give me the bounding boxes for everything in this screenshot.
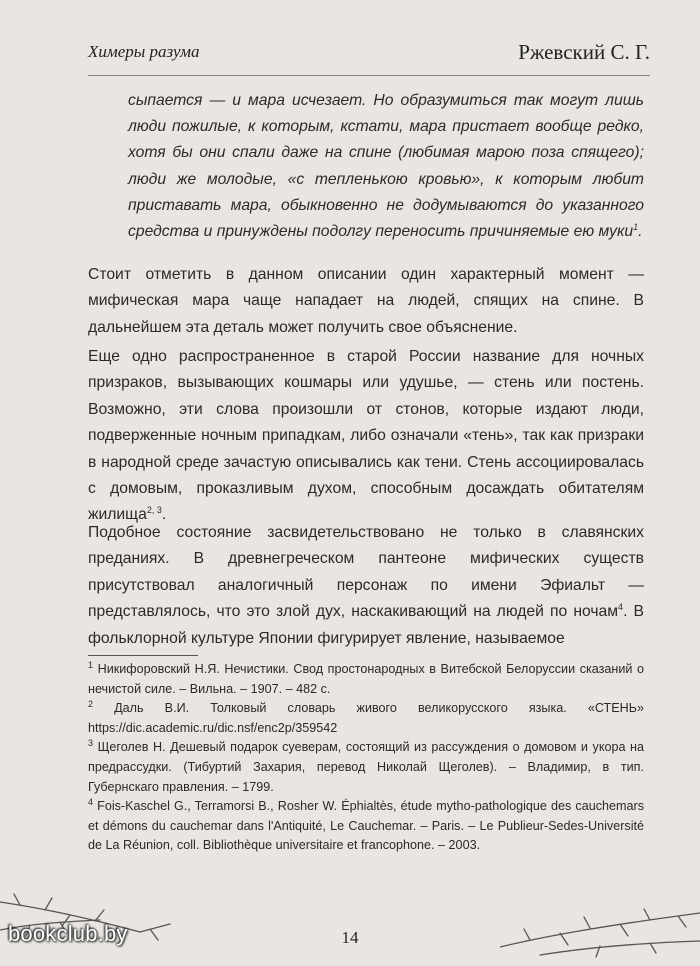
footnote-rule xyxy=(88,655,198,656)
paragraph-2: Еще одно распространенное в старой России название для ночных призраков, вызывающих кошмары или удушье, — стень или постень. Возможно, эти слова произошли от стонов, которые издают люди, подверженные ночным припадкам, либо означали «тень», так как призраки в народной среде зачастую описывались как тени. Стень ассоциировалась с домовым, проказливым духом, способным досаждать обитателям жилища$^{2, 3}$. xyxy=(88,348,644,524)
paragraph-2-text: Еще одно распространенное в старой России название для ночных призраков, вызывающих кошмары или удушье, — стень или постень. Возможно, эти слова произошли от стонов, которые издают люди, подверженные ночным припадкам, либо означали «тень», так как призраки в народной среде зачастую описывались как тени. Стень ассоциировалась с домовым, проказливым духом, способным досаждать обитателям жилища xyxy=(88,348,644,524)
footnote-4 xyxy=(88,797,644,856)
footnote-text: Никифоровский Н.Я. Нечистики. Свод простонародных в Витебской Белоруссии сказаний о нечистой силе. – Вильна. – 1907. – 482 с. xyxy=(88,662,645,696)
running-header-author: Ржевский С. Г. xyxy=(518,40,650,64)
footnote-number: 2 xyxy=(88,699,94,709)
footnote-text: Даль В.И. Толковый словарь живого великорусского языка. «СТЕНЬ» https://dic.academic.ru/dic.nsf/enc2p/359542 xyxy=(88,701,644,735)
paragraph-3-tail: . В фольклорной культуре Японии фигурирует явление, называемое xyxy=(88,603,644,647)
running-header-title: Химеры разума xyxy=(88,42,200,61)
footnote-ref-2-3: 2, 3 xyxy=(146,505,162,516)
footnotes xyxy=(88,660,644,856)
page-number: 14 xyxy=(341,928,359,947)
paragraph-1-text: Стоит отметить в данном описании один характерный момент — мифическая мара чаще нападает на людей, спящих на спине. В дальнейшем эта деталь может получить свое объяснение. xyxy=(88,266,644,336)
footnote-2 xyxy=(88,699,644,738)
footnote-text: Щеголев Н. Дешевый подарок суеверам, состоящий из рассуждения о домовом и укора на предрассудки. (Тибуртий Захария, перевод Николай Щеголев). – Владимир, в тип. Губернскаго правления. – 1799. xyxy=(88,740,644,794)
paragraph-3-text: Подобное состояние засвидетельствовано не только в славянских преданиях. В древнегреческом пантеоне мифических существ присутствовал аналогичный персонаж по имени Эфиальт — представлялось, что это злой дух, наскакивающий на людей по ночам xyxy=(88,524,644,621)
footnote-3 xyxy=(88,738,644,797)
watermark-logo: bookclub.by xyxy=(8,921,128,946)
header-rule xyxy=(88,75,650,76)
quoted-passage: сыпается — и мара исчезает. Но образумиться так могут лишь люди пожилые, к которым, кстати, мара пристает вообще редко, хотя бы они спали даже на спине (любимая марою поза спящего); люди же молодые, «с тепленькою кровью», к которым любит приставать мара, обыкновенно не додумываются до указанного средства и принуждены подолгу переносить причиняемые ею муки$^1$. xyxy=(128,92,644,241)
paragraph-1 xyxy=(88,262,644,341)
footnote-text: Fois-Kaschel G., Terramorsi B., Rosher W. Éphialtès, étude mytho-pathologique des cauchemars et démons du cauchemar dans l'Antiquité, Le Cauchemar. – Paris. – Le Publieur-Sedes-Université de La Réunion, coll. Bibliothèque universitaire et francophone. – 2003. xyxy=(88,799,644,853)
footnote-ref-1: 1 xyxy=(633,221,639,232)
paragraph-3 xyxy=(88,520,644,652)
footnote-1 xyxy=(88,660,644,699)
footnote-number: 4 xyxy=(88,796,94,807)
footnote-number: 1 xyxy=(88,659,94,670)
footnote-ref-4: 4 xyxy=(618,601,624,612)
quote-text: сыпается — и мара исчезает. Но образумиться так могут лишь люди пожилые, к которым, кстати, мара пристает вообще редко, хотя бы они спали даже на спине (любимая марою поза спящего); люди же молодые, «с тепленькою кровью», к которым любит приставать мара, обыкновенно не додумываются до указанного средства и принуждены подолгу переносить причиняемые ею муки xyxy=(128,92,644,241)
footnote-number: 3 xyxy=(88,738,94,749)
